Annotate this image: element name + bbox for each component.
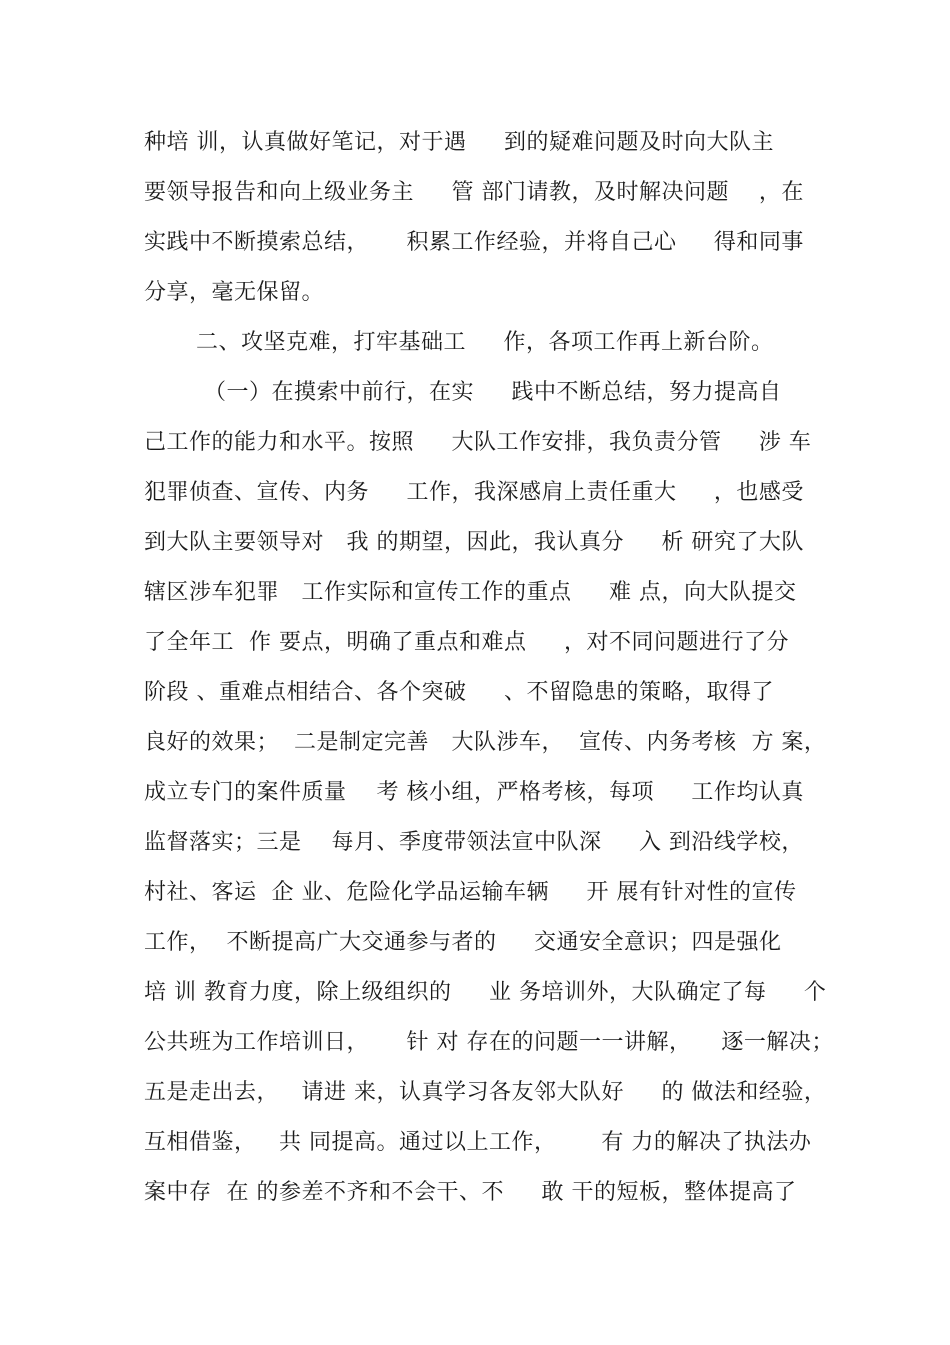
text-line: 五是走出去， 请进 来，认真学习各友邻大队好 的 做法和经验，: [144, 1080, 827, 1105]
section-heading: 二、攻坚克难，打牢基础工 作，各项工作再上新台阶。: [196, 330, 774, 355]
text-line: 己工作的能力和水平。按照 大队工作安排，我负责分管 涉 车: [144, 430, 812, 455]
text-line: 阶段 、重难点相结合、各个突破 、不留隐患的策略，取得了: [144, 680, 774, 705]
text-line: 公共班为工作培训日， 针 对 存在的问题一一讲解， 逐一解决；: [144, 1030, 834, 1055]
text-line: 到大队主要领导对 我 的期望，因此，我认真分 析 研究了大队: [144, 530, 804, 555]
text-line: 培 训 教育力度，除上级组织的 业 务培训外，大队确定了每 个: [144, 980, 827, 1005]
text-line: 要领导报告和向上级业务主 管 部门请教，及时解决问题 ，在: [144, 180, 804, 205]
text-line: 成立专门的案件质量 考 核小组，严格考核，每项 工作均认真: [144, 780, 804, 805]
text-line: 监督落实；三是 每月、季度带领法宣中队深 入 到沿线学校，: [144, 830, 804, 855]
text-line: 种培 训，认真做好笔记，对于遇 到的疑难问题及时向大队主: [144, 130, 774, 155]
text-line: 了全年工 作 要点，明确了重点和难点 ，对不同问题进行了分: [144, 630, 789, 655]
text-line: 良好的效果； 二是制定完善 大队涉车， 宣传、内务考核 方 案，: [144, 730, 827, 755]
text-line: 分享，毫无保留。: [144, 280, 325, 305]
text-line: 辖区涉车犯罪 工作实际和宣传工作的重点 难 点，向大队提交: [144, 580, 797, 605]
text-line: 实践中不断摸索总结， 积累工作经验，并将自己心 得和同事: [144, 230, 804, 255]
text-line: 互相借鉴， 共 同提高。通过以上工作， 有 力的解决了执法办: [144, 1130, 812, 1155]
text-line: 犯罪侦查、宣传、内务 工作，我深感肩上责任重大 ，也感受: [144, 480, 804, 505]
text-line: 案中存 在 的参差不齐和不会干、不 敢 干的短板，整体提高了: [144, 1180, 797, 1205]
subsection-heading: （一）在摸索中前行，在实 践中不断总结，努力提高自: [204, 380, 782, 405]
text-line: 村社、客运 企 业、危险化学品运输车辆 开 展有针对性的宣传: [144, 880, 797, 905]
text-line: 工作， 不断提高广大交通参与者的 交通安全意识；四是强化: [144, 930, 782, 955]
